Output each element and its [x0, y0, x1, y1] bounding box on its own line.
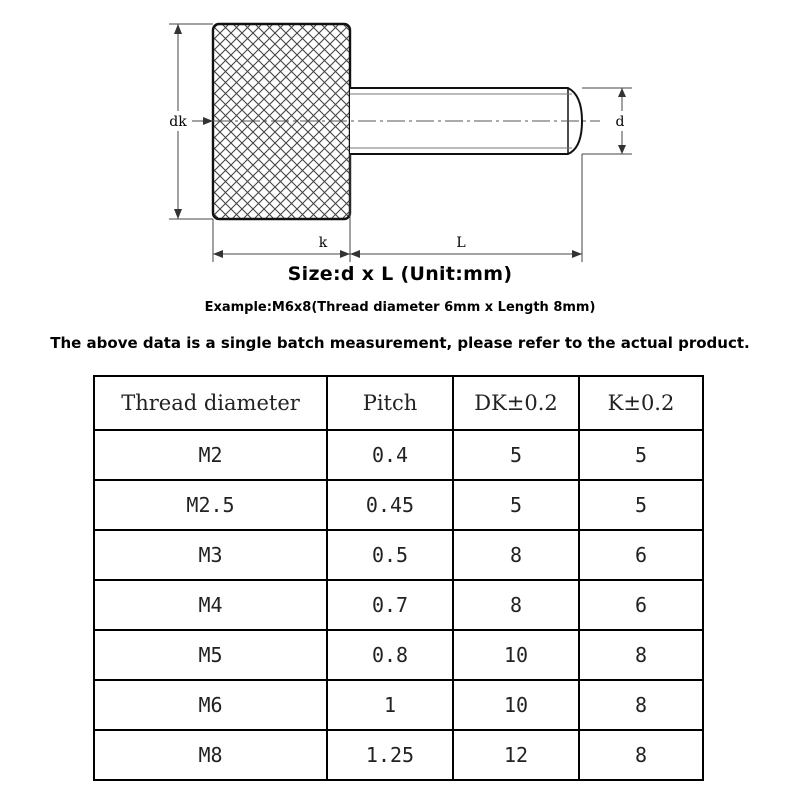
table-row — [94, 730, 703, 780]
table-row — [94, 530, 703, 580]
thumb-screw-diagram — [0, 0, 800, 270]
table-row — [94, 680, 703, 730]
pitch-cell: 0.7 — [327, 580, 453, 630]
thread-diameter-cell: M2 — [94, 430, 327, 480]
dk-cell: 5 — [453, 430, 579, 480]
k-cell: 8 — [579, 730, 703, 780]
dk-cell: 8 — [453, 580, 579, 630]
k-cell: 8 — [579, 680, 703, 730]
size-caption: Size:d x L (Unit:mm) — [287, 263, 513, 285]
k-label: k — [318, 235, 328, 251]
k-cell: 6 — [579, 530, 703, 580]
pitch-cell: 0.4 — [327, 430, 453, 480]
thread-diameter-cell: M3 — [94, 530, 327, 580]
dk-cell: 10 — [453, 680, 579, 730]
k-cell: 5 — [579, 430, 703, 480]
table-row — [94, 480, 703, 530]
pitch-cell: 0.8 — [327, 630, 453, 680]
header-k: K±0.2 — [579, 376, 703, 430]
dk-cell: 5 — [453, 480, 579, 530]
pitch-cell: 1.25 — [327, 730, 453, 780]
specification-table — [93, 375, 704, 781]
dk-cell: 12 — [453, 730, 579, 780]
thread-diameter-cell: M8 — [94, 730, 327, 780]
k-cell: 5 — [579, 480, 703, 530]
k-cell: 6 — [579, 580, 703, 630]
thread-diameter-cell: M5 — [94, 630, 327, 680]
header-dk: DK±0.2 — [453, 376, 579, 430]
header-thread-diameter: Thread diameter — [94, 376, 327, 430]
thread-diameter-cell: M6 — [94, 680, 327, 730]
disclaimer-note: The above data is a single batch measurement, please refer to the actual product. — [50, 334, 750, 352]
header-pitch: Pitch — [327, 376, 453, 430]
table-row — [94, 580, 703, 630]
d-label: d — [615, 114, 625, 130]
table-row — [94, 430, 703, 480]
dk-cell: 10 — [453, 630, 579, 680]
table-header-row — [94, 376, 703, 430]
k-cell: 8 — [579, 630, 703, 680]
pitch-cell: 0.45 — [327, 480, 453, 530]
dk-cell: 8 — [453, 530, 579, 580]
dk-label: dk — [169, 114, 187, 130]
table-row — [94, 630, 703, 680]
L-label: L — [456, 235, 466, 251]
thread-diameter-cell: M2.5 — [94, 480, 327, 530]
example-caption: Example:M6x8(Thread diameter 6mm x Length 8mm) — [204, 300, 596, 315]
pitch-cell: 1 — [327, 680, 453, 730]
thread-diameter-cell: M4 — [94, 580, 327, 630]
pitch-cell: 0.5 — [327, 530, 453, 580]
